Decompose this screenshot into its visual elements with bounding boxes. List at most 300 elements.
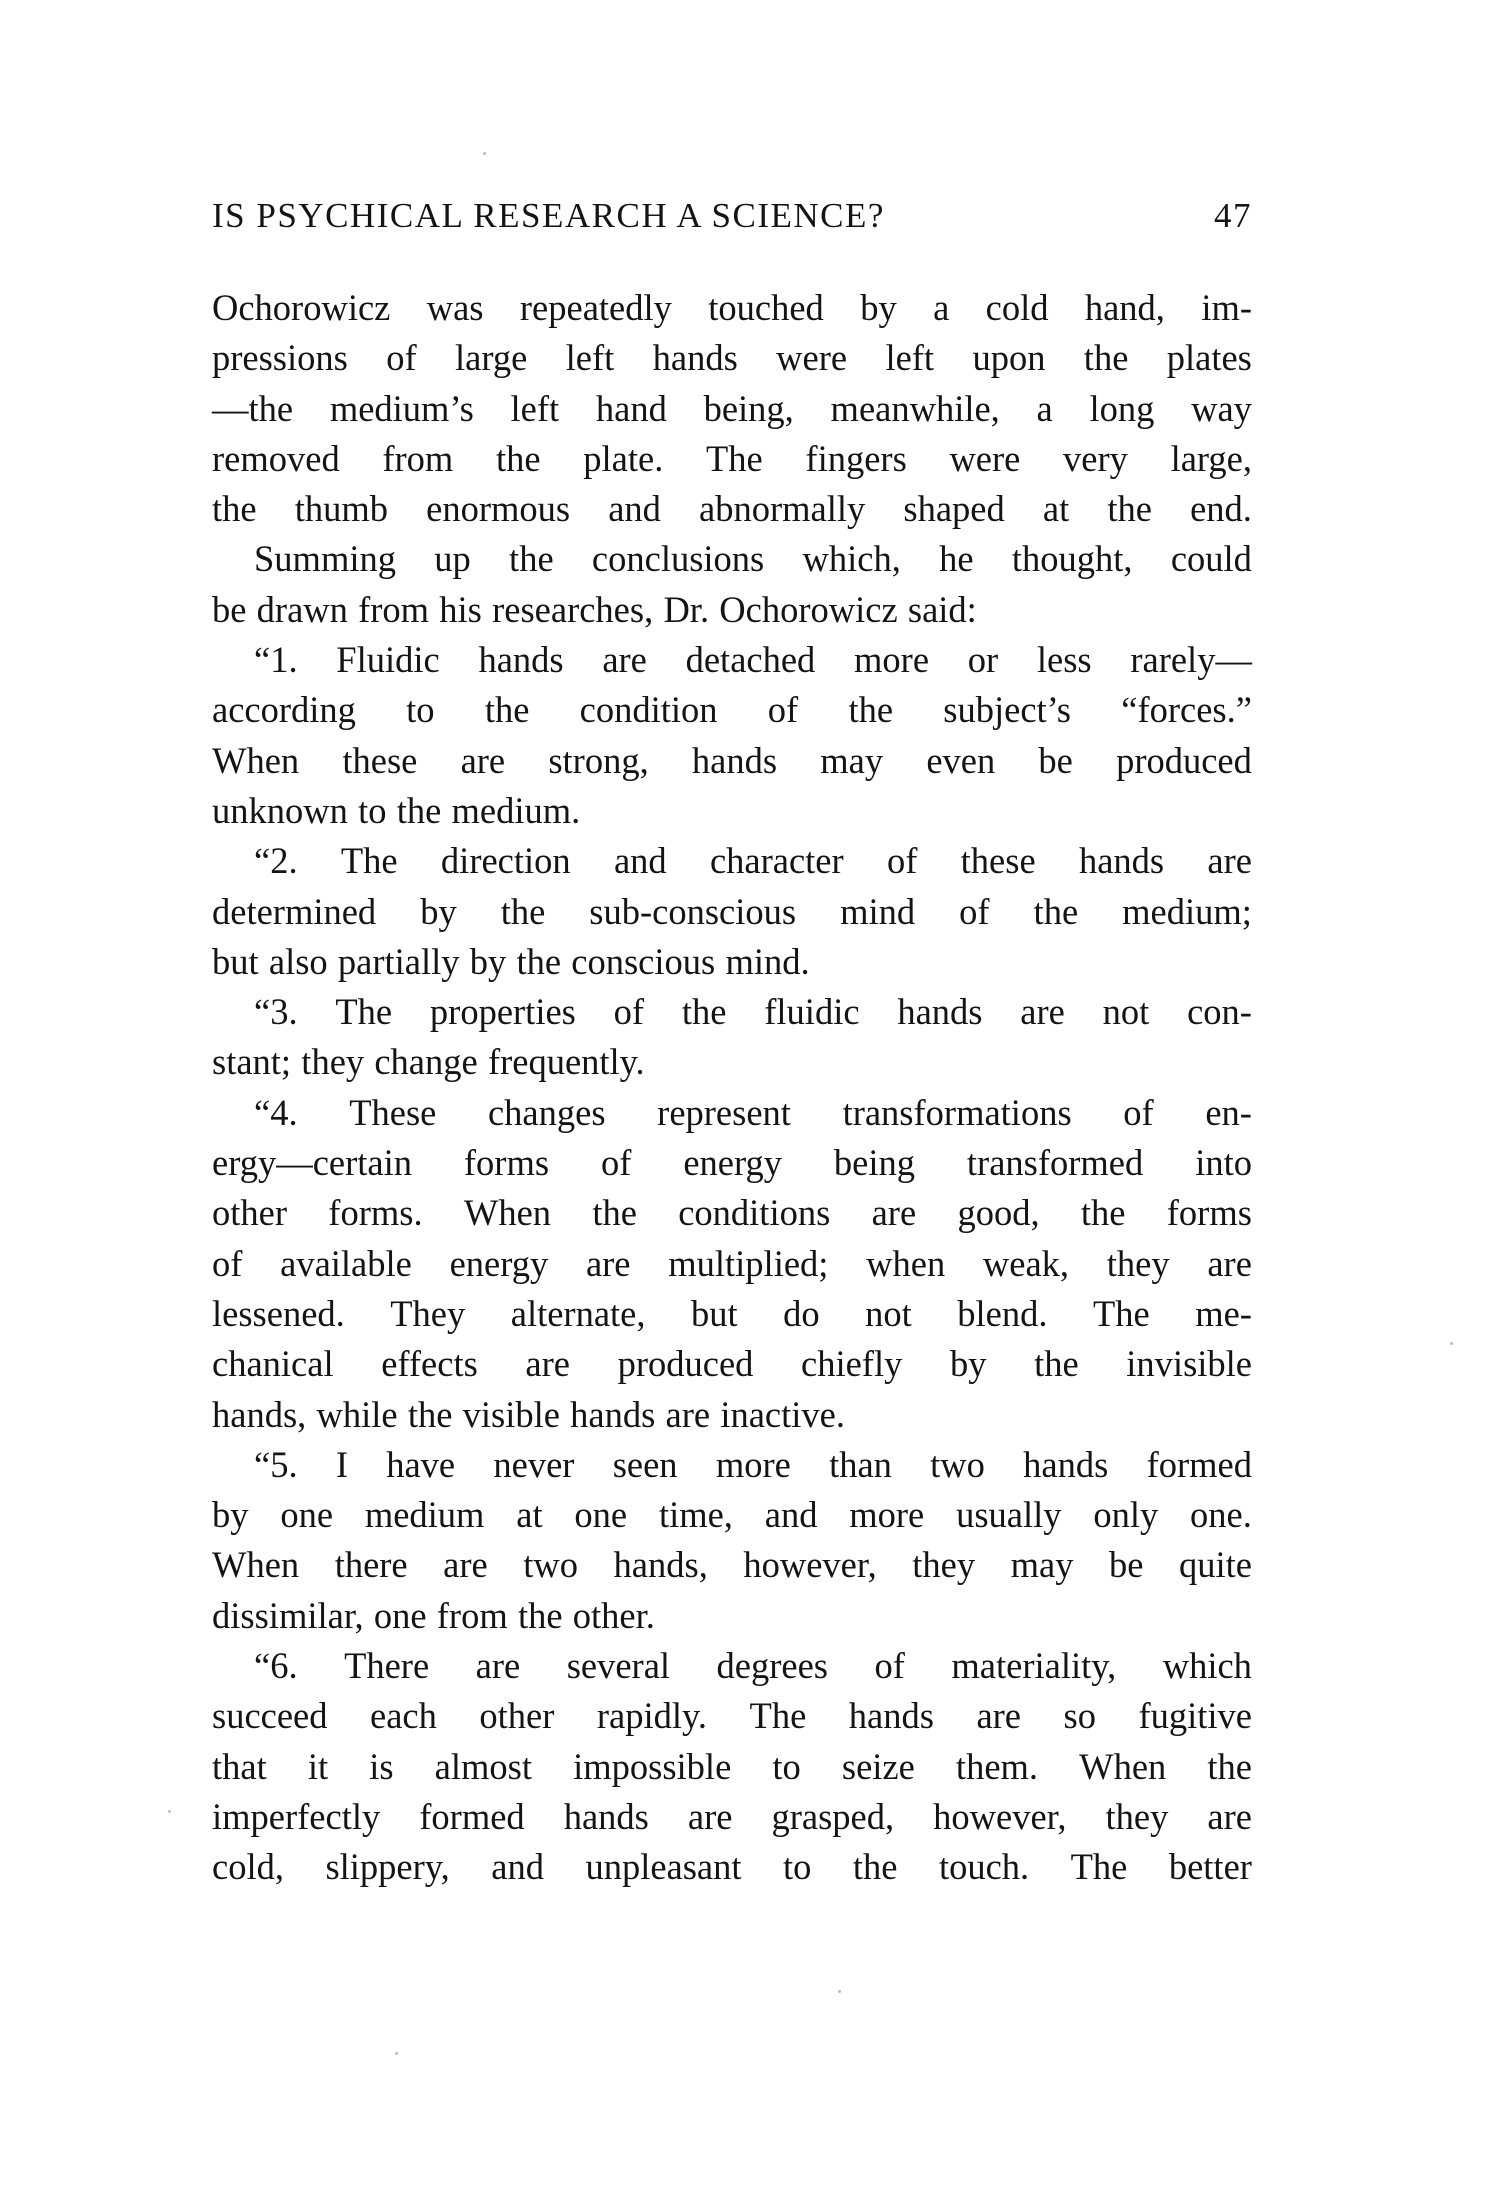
word: of bbox=[600, 1142, 632, 1184]
word: conscious bbox=[571, 940, 716, 982]
word: the bbox=[509, 538, 554, 580]
text-line bbox=[212, 585, 1252, 635]
word: hands bbox=[570, 1393, 656, 1435]
word: of bbox=[1123, 1091, 1154, 1133]
word: they bbox=[1106, 1242, 1170, 1284]
text-line bbox=[212, 1591, 1252, 1641]
word: me- bbox=[1195, 1292, 1252, 1334]
word: seen bbox=[612, 1443, 678, 1485]
word: meanwhile, bbox=[830, 387, 1000, 429]
word: When bbox=[463, 1192, 552, 1234]
word: these bbox=[960, 840, 1036, 882]
word: from bbox=[382, 437, 454, 479]
word: mind bbox=[840, 890, 916, 932]
word: quite bbox=[1178, 1544, 1252, 1586]
word: detached bbox=[685, 639, 816, 681]
word: two bbox=[523, 1544, 579, 1586]
word: do bbox=[783, 1292, 820, 1334]
text-line bbox=[212, 283, 1252, 333]
text-line bbox=[212, 887, 1252, 937]
word: subject’s bbox=[943, 689, 1072, 731]
word: large, bbox=[1170, 437, 1252, 479]
word: one. bbox=[1190, 1494, 1252, 1536]
word: thumb bbox=[294, 488, 389, 530]
word: of bbox=[212, 1242, 243, 1284]
text-line bbox=[212, 987, 1252, 1037]
word: large bbox=[454, 337, 528, 379]
word: left bbox=[510, 387, 560, 429]
word: fugitive bbox=[1138, 1695, 1252, 1737]
word: one bbox=[373, 1594, 427, 1636]
word: but bbox=[212, 940, 259, 982]
word: even bbox=[926, 739, 996, 781]
text-line bbox=[212, 1792, 1252, 1842]
word: are bbox=[585, 1242, 631, 1284]
word: while bbox=[316, 1393, 398, 1435]
word: the bbox=[212, 488, 257, 530]
word: lessened. bbox=[212, 1292, 345, 1334]
word: left bbox=[885, 337, 935, 379]
body-text bbox=[212, 283, 1252, 1893]
word: the bbox=[1033, 890, 1079, 932]
word: so bbox=[1063, 1695, 1096, 1737]
word: medium; bbox=[1122, 890, 1252, 932]
word: which bbox=[1162, 1645, 1252, 1687]
word: also bbox=[268, 940, 328, 982]
word: hands bbox=[563, 1795, 649, 1837]
word: more bbox=[715, 1443, 791, 1485]
text-line bbox=[212, 1641, 1252, 1691]
word: the bbox=[500, 890, 546, 932]
word: researches, bbox=[492, 588, 654, 630]
word: the bbox=[848, 689, 894, 731]
word: of bbox=[874, 1645, 905, 1687]
word: forms bbox=[1166, 1192, 1252, 1234]
word: Fluidic bbox=[336, 639, 440, 681]
word: the bbox=[592, 1192, 637, 1234]
word: of bbox=[959, 890, 990, 932]
word: formed bbox=[419, 1795, 525, 1837]
word: degrees bbox=[716, 1645, 829, 1687]
word: effects bbox=[381, 1343, 478, 1385]
word: Ochorowicz bbox=[212, 287, 391, 328]
word: properties bbox=[429, 991, 576, 1033]
word: is bbox=[369, 1745, 394, 1787]
word: “3. bbox=[254, 991, 298, 1033]
word: strong, bbox=[548, 739, 649, 781]
word: of bbox=[613, 991, 645, 1033]
word: I bbox=[335, 1443, 348, 1485]
word: hands bbox=[848, 1695, 934, 1737]
word: the bbox=[484, 689, 530, 731]
word: by bbox=[860, 287, 897, 328]
text-line bbox=[212, 1490, 1252, 1540]
word: was bbox=[426, 287, 484, 328]
word: seize bbox=[841, 1745, 915, 1787]
word: hands bbox=[652, 337, 738, 379]
word: time, bbox=[658, 1494, 733, 1536]
word: medium’s bbox=[329, 387, 474, 429]
word: them. bbox=[955, 1745, 1039, 1787]
word: transformations bbox=[842, 1091, 1072, 1133]
word: are bbox=[602, 639, 647, 681]
word: upon bbox=[972, 337, 1046, 379]
word: The bbox=[1070, 1846, 1128, 1888]
word: never bbox=[493, 1443, 575, 1485]
word: conditions bbox=[678, 1192, 831, 1234]
word: the bbox=[1034, 1343, 1079, 1385]
text-line bbox=[212, 1440, 1252, 1490]
word: by bbox=[212, 1494, 249, 1536]
paper-speck bbox=[168, 1810, 171, 1813]
word: said: bbox=[907, 588, 977, 630]
text-line bbox=[212, 434, 1252, 484]
word: blend. bbox=[957, 1292, 1048, 1334]
word: the bbox=[396, 789, 442, 831]
word: grasped, bbox=[771, 1795, 895, 1837]
word: into bbox=[1195, 1142, 1252, 1184]
word: transformed bbox=[966, 1142, 1144, 1184]
word: are bbox=[1020, 991, 1065, 1033]
word: end. bbox=[1190, 488, 1252, 530]
word: There bbox=[344, 1645, 430, 1687]
word: good, bbox=[957, 1192, 1040, 1234]
word: shaped bbox=[903, 488, 1005, 530]
word: ergy—certain bbox=[212, 1142, 412, 1184]
word: and bbox=[613, 840, 667, 882]
word: touched bbox=[708, 287, 824, 328]
word: character bbox=[709, 840, 844, 882]
word: being bbox=[833, 1142, 915, 1184]
word: “2. bbox=[254, 840, 298, 882]
word: fingers bbox=[805, 437, 907, 479]
word: forms bbox=[463, 1142, 550, 1184]
word: cold, bbox=[212, 1846, 284, 1888]
word: formed bbox=[1146, 1443, 1252, 1485]
word: usually bbox=[956, 1494, 1062, 1536]
word: mind. bbox=[725, 940, 810, 982]
word: rapidly. bbox=[596, 1695, 708, 1737]
word: hands, bbox=[613, 1544, 708, 1586]
running-head bbox=[212, 196, 1252, 256]
word: When bbox=[212, 739, 300, 781]
word: one bbox=[574, 1494, 628, 1536]
word: plate. bbox=[583, 437, 664, 479]
word: they bbox=[1105, 1795, 1169, 1837]
word: the bbox=[681, 991, 727, 1033]
word: other. bbox=[572, 1594, 655, 1636]
word: hand, bbox=[1084, 287, 1165, 328]
text-line bbox=[212, 1390, 1252, 1440]
word: “forces.” bbox=[1121, 689, 1252, 731]
word: each bbox=[370, 1695, 437, 1737]
word: are bbox=[687, 1795, 733, 1837]
word: conclusions bbox=[591, 538, 765, 580]
word: hands bbox=[897, 991, 983, 1033]
word: rarely— bbox=[1130, 639, 1252, 681]
word: of bbox=[886, 840, 918, 882]
word: chanical bbox=[212, 1343, 334, 1385]
word: “6. bbox=[254, 1645, 298, 1687]
word: a bbox=[933, 287, 950, 328]
word: or bbox=[967, 639, 999, 681]
text-line bbox=[212, 685, 1252, 735]
word: the bbox=[516, 940, 562, 982]
word: be bbox=[1038, 739, 1073, 781]
word: two bbox=[930, 1443, 985, 1485]
text-line bbox=[212, 786, 1252, 836]
text-line bbox=[212, 333, 1252, 383]
paper-speck bbox=[838, 1990, 841, 1993]
word: removed bbox=[212, 437, 340, 479]
word: to bbox=[406, 689, 435, 731]
word: he bbox=[939, 538, 974, 580]
word: long bbox=[1089, 387, 1155, 429]
word: according bbox=[212, 689, 356, 731]
word: multiplied; bbox=[668, 1242, 829, 1284]
word: frequently. bbox=[487, 1041, 645, 1083]
word: “1. bbox=[254, 639, 298, 681]
word: changes bbox=[487, 1091, 606, 1133]
word: they bbox=[912, 1544, 976, 1586]
word: The bbox=[1092, 1292, 1150, 1334]
word: are bbox=[665, 1393, 711, 1435]
word: —the bbox=[212, 387, 294, 429]
word: are bbox=[1207, 1242, 1252, 1284]
word: left bbox=[565, 337, 615, 379]
word: the bbox=[407, 1393, 453, 1435]
word: may bbox=[1010, 1544, 1074, 1586]
word: weak, bbox=[982, 1242, 1070, 1284]
word: one bbox=[280, 1494, 334, 1536]
word: direction bbox=[440, 840, 571, 882]
word: succeed bbox=[212, 1695, 328, 1737]
word: cold bbox=[985, 287, 1049, 328]
word: his bbox=[439, 588, 482, 630]
word: abnormally bbox=[699, 488, 866, 530]
word: produced bbox=[617, 1343, 754, 1385]
word: determined bbox=[212, 890, 377, 932]
word: at bbox=[1042, 488, 1070, 530]
paper-speck bbox=[1450, 1342, 1453, 1345]
word: are bbox=[1207, 840, 1252, 882]
word: pressions bbox=[212, 337, 348, 379]
word: are bbox=[443, 1544, 488, 1586]
word: thought, bbox=[1011, 538, 1133, 580]
word: Ochorowicz bbox=[719, 588, 898, 630]
word: hands bbox=[1023, 1443, 1109, 1485]
text-line bbox=[212, 1188, 1252, 1238]
running-title: IS PSYCHICAL RESEARCH A SCIENCE? bbox=[212, 196, 885, 235]
word: however, bbox=[933, 1795, 1067, 1837]
word: invisible bbox=[1126, 1343, 1252, 1385]
text-line bbox=[212, 384, 1252, 434]
word: inactive. bbox=[720, 1393, 845, 1435]
word: When bbox=[1079, 1745, 1167, 1787]
word: from bbox=[358, 588, 430, 630]
text-line bbox=[212, 1842, 1252, 1892]
word: en- bbox=[1205, 1091, 1252, 1133]
word: are bbox=[1207, 1795, 1252, 1837]
word: partially bbox=[337, 940, 460, 982]
word: represent bbox=[657, 1091, 791, 1133]
word: the bbox=[1207, 1745, 1252, 1787]
word: fluidic bbox=[764, 991, 860, 1033]
word: available bbox=[280, 1242, 412, 1284]
word: are bbox=[525, 1343, 570, 1385]
word: “5. bbox=[254, 1443, 298, 1485]
text-line bbox=[212, 836, 1252, 886]
word: these bbox=[342, 739, 418, 781]
word: They bbox=[390, 1292, 466, 1334]
word: con- bbox=[1187, 991, 1252, 1033]
word: not bbox=[1102, 991, 1150, 1033]
word: When bbox=[212, 1544, 300, 1586]
word: when bbox=[866, 1242, 946, 1284]
text-line bbox=[212, 1339, 1252, 1389]
paper-speck bbox=[395, 2052, 398, 2055]
word: “4. bbox=[254, 1091, 298, 1133]
word: be bbox=[1108, 1544, 1144, 1586]
word: forms. bbox=[328, 1192, 423, 1234]
text-line bbox=[212, 534, 1252, 584]
word: other bbox=[479, 1695, 555, 1737]
paper-speck bbox=[483, 152, 486, 155]
word: than bbox=[829, 1443, 892, 1485]
word: from bbox=[436, 1594, 508, 1636]
word: are bbox=[475, 1645, 521, 1687]
word: unknown bbox=[212, 789, 348, 831]
word: dissimilar, bbox=[212, 1594, 364, 1636]
word: by bbox=[420, 890, 457, 932]
word: more bbox=[849, 1494, 925, 1536]
text-line bbox=[212, 1239, 1252, 1289]
text-line bbox=[212, 1540, 1252, 1590]
word: hands bbox=[478, 639, 564, 681]
word: The bbox=[749, 1695, 807, 1737]
word: are bbox=[871, 1192, 917, 1234]
word: the bbox=[1083, 337, 1129, 379]
word: of bbox=[386, 337, 417, 379]
word: however, bbox=[743, 1544, 877, 1586]
word: there bbox=[334, 1544, 408, 1586]
word: touch. bbox=[938, 1846, 1030, 1888]
word: sub-conscious bbox=[589, 890, 797, 932]
word: and bbox=[491, 1846, 544, 1888]
word: to bbox=[783, 1846, 812, 1888]
word: chiefly bbox=[801, 1343, 903, 1385]
word: they bbox=[301, 1041, 365, 1083]
word: be bbox=[212, 588, 247, 630]
word: the bbox=[1080, 1192, 1126, 1234]
word: The bbox=[340, 840, 398, 882]
word: the bbox=[496, 437, 541, 479]
word: im- bbox=[1201, 287, 1252, 328]
word: more bbox=[854, 639, 930, 681]
word: drawn bbox=[256, 588, 348, 630]
word: hands, bbox=[212, 1393, 307, 1435]
word: to bbox=[358, 789, 387, 831]
word: are bbox=[976, 1695, 1021, 1737]
word: way bbox=[1191, 387, 1252, 429]
word: imperfectly bbox=[212, 1795, 381, 1837]
word: other bbox=[212, 1192, 287, 1234]
text-line bbox=[212, 937, 1252, 987]
word: the bbox=[517, 1594, 563, 1636]
word: could bbox=[1170, 538, 1252, 580]
word: may bbox=[820, 739, 884, 781]
text-line bbox=[212, 736, 1252, 786]
page-number: 47 bbox=[1214, 196, 1252, 235]
word: hand bbox=[595, 387, 667, 429]
word: Dr. bbox=[663, 588, 710, 630]
word: being, bbox=[703, 387, 794, 429]
text-line bbox=[212, 1742, 1252, 1792]
word: The bbox=[706, 437, 763, 479]
word: stant; bbox=[212, 1041, 292, 1083]
text-line bbox=[212, 1088, 1252, 1138]
word: which, bbox=[802, 538, 901, 580]
word: energy bbox=[449, 1242, 549, 1284]
word: produced bbox=[1116, 739, 1252, 781]
word: and bbox=[764, 1494, 818, 1536]
word: several bbox=[566, 1645, 671, 1687]
word: that bbox=[212, 1745, 267, 1787]
word: very bbox=[1063, 437, 1128, 479]
word: the bbox=[1107, 488, 1152, 530]
text-line bbox=[212, 1691, 1252, 1741]
word: were bbox=[776, 337, 848, 379]
word: the bbox=[852, 1846, 898, 1888]
word: a bbox=[1036, 387, 1053, 429]
word: less bbox=[1036, 639, 1092, 681]
word: are bbox=[460, 739, 506, 781]
word: and bbox=[608, 488, 661, 530]
word: enormous bbox=[426, 488, 571, 530]
word: medium. bbox=[451, 789, 581, 831]
word: of bbox=[767, 689, 799, 731]
word: at bbox=[516, 1494, 543, 1536]
word: by bbox=[949, 1343, 987, 1385]
word: condition bbox=[579, 689, 718, 731]
word: by bbox=[469, 940, 507, 982]
word: better bbox=[1168, 1846, 1252, 1888]
word: were bbox=[949, 437, 1021, 479]
word: not bbox=[865, 1292, 912, 1334]
word: slippery, bbox=[325, 1846, 450, 1888]
text-line bbox=[212, 1037, 1252, 1087]
word: Summing bbox=[254, 538, 396, 580]
word: only bbox=[1093, 1494, 1159, 1536]
text-line bbox=[212, 1289, 1252, 1339]
word: materiality, bbox=[951, 1645, 1117, 1687]
word: hands bbox=[1078, 840, 1165, 882]
word: energy bbox=[683, 1142, 782, 1184]
word: repeatedly bbox=[519, 287, 672, 328]
word: to bbox=[772, 1745, 801, 1787]
word: The bbox=[335, 991, 393, 1033]
text-line bbox=[212, 1138, 1252, 1188]
word: hands bbox=[691, 739, 778, 781]
word: have bbox=[386, 1443, 456, 1485]
word: medium bbox=[364, 1494, 485, 1536]
word: plates bbox=[1166, 337, 1252, 379]
word: change bbox=[374, 1041, 478, 1083]
word: visible bbox=[462, 1393, 560, 1435]
word: These bbox=[349, 1091, 437, 1133]
word: unpleasant bbox=[585, 1846, 742, 1888]
word: but bbox=[691, 1292, 738, 1334]
